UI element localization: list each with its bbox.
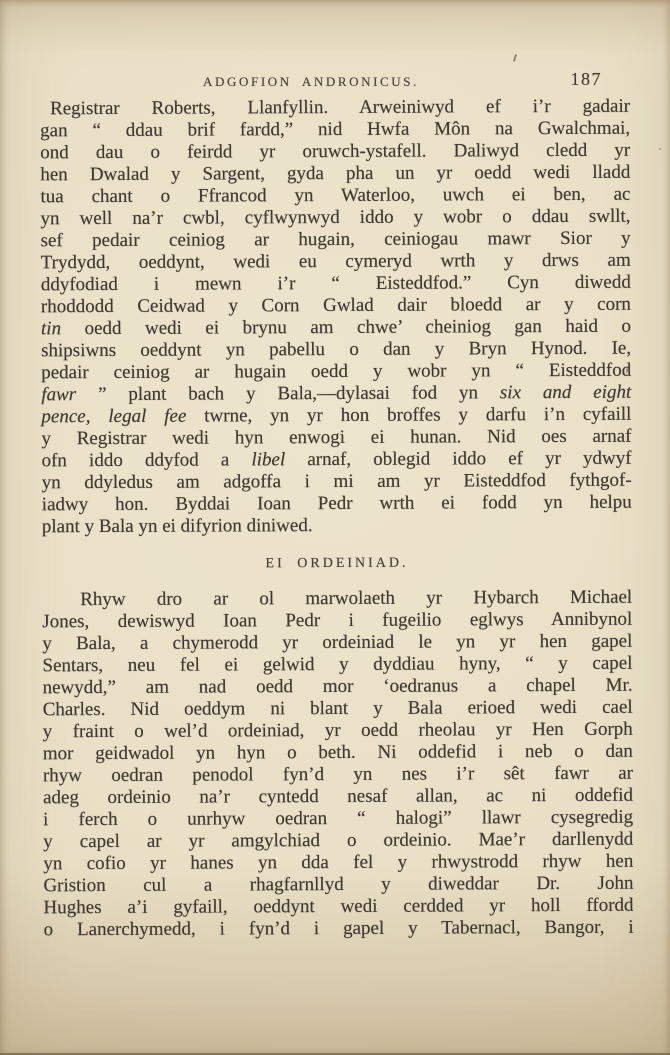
text-line: Registrar Roberts, Llanfyllin. Arweiniwyd ef i’r gadair bbox=[50, 95, 631, 120]
text-line: sef pedair ceiniog ar hugain, ceiniogau mawr Sior y bbox=[40, 227, 631, 252]
text-line: y Bala, a chymerodd yr ordeiniad le yn yr hen gapel bbox=[42, 630, 633, 655]
text-line: yn cofio yr hanes yn dda fel y rhwystrodd rhyw hen bbox=[43, 850, 634, 875]
paragraph bbox=[40, 96, 632, 539]
text-line: Hughes a’i gyfaill, oeddynt wedi cerdded yr holl ffordd bbox=[43, 894, 634, 919]
text-line: rhoddodd Ceidwad y Corn Gwlad dair bloedd ar y corn bbox=[40, 293, 631, 318]
page-header bbox=[40, 69, 630, 98]
paper-speck bbox=[513, 54, 517, 62]
text-line: gan “ ddau brif fardd,” nid Hwfa Môn na Gwalchmai, bbox=[40, 117, 631, 142]
text-line: adeg ordeinio na’r cyntedd nesaf allan, ac ni oddefid bbox=[43, 784, 634, 809]
text-line: Trydydd, oeddynt, wedi eu cymeryd wrth y drws am bbox=[40, 249, 631, 274]
section-heading: EI ORDEINIAD. bbox=[265, 555, 409, 572]
text-line: Charles. Nid oeddym ni blant y Bala erioed wedi cael bbox=[42, 696, 633, 721]
text-line: pedair ceiniog ar hugain oedd y wobr yn “ Eisteddfod bbox=[41, 359, 632, 384]
text-line: shipsiwns oeddynt yn pabellu o dan y Bryn Hynod. Ie, bbox=[41, 337, 632, 362]
text-line: rhyw oedran penodol fyn’d yn nes i’r sêt fawr ar bbox=[42, 762, 633, 787]
running-title: ADGOFION ANDRONICUS. bbox=[203, 74, 419, 89]
text-line: ddyfodiad i mewn i’r “ Eisteddfod.” Cyn diwedd bbox=[40, 271, 631, 296]
text-line: pence, legal fee twrne, yn yr hon broffes y darfu i’n cyfaill bbox=[41, 403, 632, 428]
page-content bbox=[40, 96, 634, 942]
text-line: tua chant o Ffrancod yn Waterloo, uwch ei ben, ac bbox=[40, 183, 631, 208]
paragraph bbox=[42, 587, 634, 942]
text-line: i ferch o unrhyw oedran “ halogi” llawr cysegredig bbox=[43, 806, 634, 831]
text-line: newydd,” am nad oedd mor ‘oedranus a chapel Mr. bbox=[42, 674, 633, 699]
text-line: o Lanerchymedd, i fyn’d i gapel y Tabernacl, Bangor, i bbox=[43, 916, 634, 941]
text-line: ofn iddo ddyfod a libel arnaf, oblegid iddo ef yr ydwyf bbox=[41, 447, 632, 472]
text-line: yn well na’r cwbl, cyflwynwyd iddo y wobr o ddau swllt, bbox=[40, 205, 631, 230]
text-line: y Registrar wedi hyn enwogi ei hunan. Nid oes arnaf bbox=[41, 425, 632, 450]
text-line: Rhyw dro ar ol marwolaeth yr Hybarch Michael bbox=[80, 586, 633, 611]
text-line: Gristion cul a rhagfarnllyd y diweddar Dr. John bbox=[43, 872, 634, 897]
text-line: ond dau o feirdd yr oruwch-ystafell. Daliwyd cledd yr bbox=[40, 139, 631, 164]
text-line: y capel ar yr amgylchiad o ordeinio. Mae’r darllenydd bbox=[43, 828, 634, 853]
text-line: Jones, dewiswyd Ioan Pedr i fugeilio eglwys Annibynol bbox=[42, 608, 633, 633]
text-line: fawr ” plant bach y Bala,—dylasai fod yn six and eight bbox=[41, 381, 632, 406]
text-line: Sentars, neu fel ei gelwid y dyddiau hyny, “ y capel bbox=[42, 652, 633, 677]
text-line: yn ddyledus am adgoffa i mi am yr Eisteddfod fythgof- bbox=[41, 469, 632, 494]
page-number: 187 bbox=[570, 69, 602, 89]
text-line: iadwy hon. Byddai Ioan Pedr wrth ei fodd yn helpu bbox=[41, 491, 632, 516]
text-line: y fraint o wel’d ordeiniad, yr oedd rheolau yr Hen Gorph bbox=[42, 718, 633, 743]
text-line: hen Dwalad y Sargent, gyda pha un yr oedd wedi lladd bbox=[40, 161, 631, 186]
text-line: tin oedd wedi ei brynu am chwe’ cheiniog gan haid o bbox=[40, 315, 632, 340]
paper-speck bbox=[659, 148, 661, 150]
text-line: mor geidwadol yn hyn o beth. Ni oddefid i neb o dan bbox=[42, 740, 633, 765]
text-line: plant y Bala yn ei difyrion diniwed. bbox=[41, 515, 313, 538]
